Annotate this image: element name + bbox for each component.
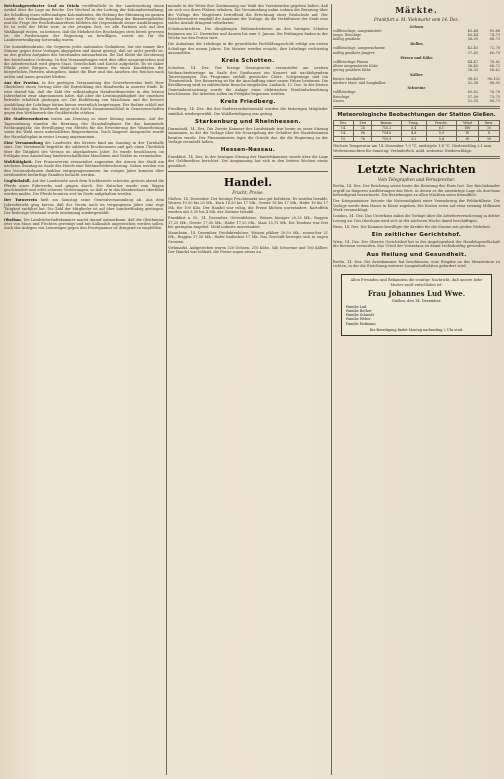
- market-price-slaughter: 73–75: [489, 94, 500, 99]
- market-item-label: gering genährte Kühe: [333, 67, 371, 72]
- market-price-live: 52–55: [467, 98, 478, 103]
- weather-cell: 4,8: [401, 131, 426, 136]
- paragraph-title: Der Turnverein: [4, 198, 37, 203]
- article-paragraph: Schulnachrichten. Die diesjährigen Weihnachtsferien an den hiesigen Schulen beginnen am 22. Dezember und dauern bis zum 5. Januar. Die Prüfungen finden in der Woche vor den Ferien statt.: [168, 27, 328, 41]
- article-paragraph: [4, 218, 164, 231]
- paragraph-body: Die Sozialdemokratie, die Gegnerin jedes nationalen Gedankens, hat wie immer ihre Stimme gegen diese Vorlagen abgegeben und damit gezeigt, daß sie nicht gewillt ist, an den großen Aufgaben des Vaterlandes mitzuarbeiten. Ihr Ziel bleibt die Zerstörung der bestehenden Ordnung. In den Versammlungen wird dies offen ausgesprochen und die Arbeiterschaft wird gegen Staat, Gesellschaft und Kirche aufgehetzt. Es ist daher Pflicht jedes Bürgers, am Wahltage seine Stimme für einen Kandidaten der bürgerlichen Parteien abzugeben, damit die Ehre und das Ansehen des Reiches nach außen und innen gewahrt bleiben.: [4, 44, 164, 79]
- market-price-live: 36–39: [467, 37, 478, 42]
- weather-cell: 10: [479, 125, 500, 130]
- market-group-label: Schweine: [407, 86, 426, 91]
- market-item-label: ältere ausgemästete Kühe: [333, 63, 378, 68]
- weather-cell: 3,2: [401, 136, 426, 141]
- market-group-label: Ochsen: [409, 25, 424, 29]
- market-group-label: Färsen und Kühe: [400, 55, 433, 60]
- weather-forecast: Wetteraussichten für Samstag: Veränderlich, mild, zeitweise Niederschläge.: [333, 149, 473, 154]
- article-text: Schotten, 14. Dez. Der hiesige Gesangverein veranstaltet am zweiten Weihnachtsfeiertage im Saale des Gasthauses ein Konzert mit nachfolgendem Tanzvergnügen. Das Programm enthält gemischte Chöre, Sologesänge und ein Theaterstück. Der Reinertrag ist für die Anschaffung einer neuen Fahne bestimmt. Die Bevölkerung wird zu zahlreichem Besuche eingeladen. Laubach, 13. Dez. In der letzten Gemeinderatssitzung wurde die Anlage einer elektrischen Straßenbeleuchtung beschlossen. Die Arbeiten sollen im Frühjahr begonnen werden.: [168, 66, 328, 97]
- section-heading: Hessen-Nassau.: [220, 147, 276, 154]
- weather-cell: 14.: [334, 125, 354, 130]
- weather-cell: 754,8: [372, 131, 401, 136]
- market-price-live: 45–48: [467, 29, 478, 34]
- paragraph-title: Aus der Provinz.: [4, 81, 40, 86]
- column-right: [333, 4, 500, 775]
- market-group-label: Kälber: [410, 73, 423, 78]
- ad-footer: Die Beerdigung findet Montag nachmittag 2 Uhr statt.: [369, 327, 464, 332]
- market-price-slaughter: 66–70: [489, 50, 500, 55]
- weather-cell: SW: [456, 125, 478, 130]
- paragraph-body: veröffentlicht in der Landeszeitung einen Artikel über die Lage im Reiche. Der Wechsel in der Leitung der Kolonialverwaltung, die Schaffung eines selbständigen Kolonialamtes, die Hebung der Stimmung im ganzen Lande, die Verhandlungen über Heer und Flotte, die Regelung der Beamtengehälter und die Frage der Reichsfinanzreform bildeten die Gegenstände seiner Ausführungen. Es ist wohl der Mühe wert, in der jetzigen Zeit, wo alle Parteien sich auf den Wahlkampf rüsten, zu betonen, daß die Mehrheit des Reichstages stets bereit gewesen ist, die Forderungen der Regierung zu bewilligen, soweit sie für die Landesverteidigung notwendig waren.: [4, 4, 164, 43]
- column-rule: [166, 4, 167, 775]
- market-price-live: 57–59: [467, 94, 478, 99]
- market-price-live: 60–62: [467, 90, 478, 95]
- market-item-label: mäßig genährte jüngere: [333, 50, 375, 55]
- weather-cell: 6,4: [401, 125, 426, 130]
- market-item-label: junge, fleischige: [333, 33, 362, 38]
- article-paragraph: [4, 160, 164, 177]
- ad-family-list: [346, 305, 487, 326]
- article-text: Wien, 14. Dez. Der Oberste Gerichtshof hat in der Angelegenheit der Handelsgesellschaft die Revision verworfen. Das Urteil der Vorinstanz ist damit rechtskräftig geworden.: [333, 240, 500, 249]
- market-subheading: Frankfurt a. M. Viehmarkt vom 14. Dez.: [373, 17, 460, 22]
- weather-cell: 9h: [353, 131, 372, 136]
- market-price-slaughter: 78–82: [489, 59, 500, 64]
- column-left: [4, 4, 164, 775]
- weather-header-cell: Dez.: [334, 120, 354, 125]
- market-item-label: feinste Mastkälber: [333, 77, 366, 82]
- paragraph-title: Die Stadtverordneten: [4, 117, 49, 122]
- market-price-live: 42–45: [467, 46, 478, 51]
- death-notice-ad: [341, 274, 492, 335]
- weather-cell: 10: [479, 136, 500, 141]
- weather-cell: 14.: [334, 131, 354, 136]
- news-subheading: Vom Telegraphen und Fernsprecher.: [377, 177, 456, 183]
- ad-family-entry: Familie Schmidt: [346, 313, 374, 318]
- paragraph-body: In der gestrigen Versammlung des Gewerbevereins hielt Herr Oberlehrer einen Vortrag über die Entwicklung des Handwerks in unserer Stadt. Er wies darauf hin, daß die Zahl der selbständigen Handwerksmeister in den letzten Jahrzehnten zwar abgenommen habe, daß aber die Leistungsfähigkeit der einzelnen Betriebe erheblich gestiegen sei. Die Einführung von Maschinen und die bessere Ausbildung der Lehrlinge hätten hierzu wesentlich beigetragen. Der Redner schloß mit der Mahnung, das Handwerk möge sich durch Zusammenschluß in Genossenschaften gegen den Wettbewerb der Großbetriebe stärken.: [4, 81, 164, 116]
- market-item-label: vollfleischige Färsen: [333, 59, 369, 64]
- market-price-slaughter: 66–70: [489, 98, 500, 103]
- paragraph-body: Auf der Landstraße nach dem Nachbarorte scheuten gestern abend die Pferde eines Fuhrwerks und gingen durch. Der Kutscher wurde vom Wagen geschleudert und erlitt schwere Verletzungen, so daß er in das Krankenhaus überführt werden mußte. Die Pferde konnten erst im Dorfe aufgehalten werden.: [4, 179, 164, 197]
- market-price-slaughter: 76–78: [489, 90, 500, 95]
- divider: [333, 156, 500, 159]
- article-paragraph: [4, 117, 164, 138]
- paragraph-title: Obstbau.: [4, 217, 23, 222]
- paragraph-body: Die Landwirtschaftskammer macht darauf aufmerksam, daß die Obstbäume jetzt von Moos und Flechten gereinigt und mit Kalkmilch angestrichen werden sollen. Auch das Anlegen von Leimringen gegen den Frostspanner ist dringend zu empfehlen.: [4, 217, 164, 231]
- ad-intro: Allen Freunden und Bekannten die traurige Nachricht, daß unsere liebe Mutter sanft entschlafen ist.: [350, 278, 483, 287]
- market-price-slaughter: 72–76: [489, 46, 500, 51]
- weather-cell: 6,1: [426, 125, 456, 130]
- weather-header-cell: Zeit: [353, 120, 372, 125]
- weather-cell: 5,4: [426, 136, 456, 141]
- article-paragraph: [4, 141, 164, 158]
- weather-cell: 8: [479, 131, 500, 136]
- market-price-live: 52–56: [467, 81, 478, 86]
- paragraph-body: hielt am Samstag seine Generalversammlung ab. Aus dem Jahresbericht ging hervor, daß der Verein auch im vergangenen Jahre eine rege Tätigkeit entfaltet hat. Die Zahl der Mitglieder ist auf über hundertfünfzig gestiegen. Der bisherige Vorstand wurde einstimmig wiedergewählt.: [4, 198, 164, 216]
- market-price-live: 28–33: [467, 67, 478, 72]
- weather-cell: 755,2: [372, 125, 401, 130]
- weather-header-cell: Wind: [456, 120, 478, 125]
- ad-name: Frau Johannes Lud Wwe.: [367, 288, 466, 298]
- weather-header-cell: Barom.: [372, 120, 401, 125]
- article-text: Frankfurt, 14. Dez. In der heutigen Sitzung der Handelskammer wurde über die Lage des Geldmarktes berichtet. Die Anspannung hat sich in den letzten Wochen etwas gemildert.: [168, 155, 328, 168]
- column-middle: [168, 4, 328, 775]
- column-rule: [331, 4, 332, 775]
- news-paragraph: Berlin, 14. Dez. Der Reichstag setzte heute die Beratung des Etats fort. Der Reichskanzler ergriff zu längeren Ausführungen das Wort, in denen er die auswärtige Lage als durchaus befriedigend bezeichnete. Die Beziehungen zu allen Mächten seien freundlich.: [333, 184, 500, 198]
- paragraph-title: Unglücksfall.: [4, 179, 31, 184]
- news-paragraph: London, 14. Dez. Das Unterhaus nahm die Vorlage über die Arbeiterversicherung in dritter Lesung an. Das Oberhaus wird sich in der nächsten Woche damit beschäftigen.: [333, 214, 500, 223]
- article-text: Berlin, 14. Dez. Die Ärztekammer hat beschlossen, eine Eingabe an das Ministerium zu richten, in der die Errichtung weiterer Lungenheilstätten gefordert wird.: [333, 259, 500, 269]
- ad-family-entry: Familie Weber: [346, 317, 371, 322]
- article-paragraph: meinde in der Weise ihre Zustimmung zur Wahl des Vorsitzenden gegeben haben, daß sie sich von ihren Plätzen erhoben. Die Versammlung nahm sodann die Beratung über die Vorlage des Magistrats betreffend die Errichtung einer Realschule auf. Der Berichterstatter empfahl die Annahme der Vorlage, da die Verhältnisse der Stadt eine solche Anstalt dringend erforderten.: [168, 4, 328, 26]
- weather-cell: 2h: [353, 125, 372, 130]
- market-price-live: 58–62: [467, 77, 478, 82]
- market-price-live: 36–40: [467, 63, 478, 68]
- paragraph-title: Eine Versammlung: [4, 140, 43, 145]
- market-price-slaughter: 68–73: [489, 37, 500, 42]
- market-price-slaughter: 56–62: [489, 67, 500, 72]
- article-paragraph: [4, 45, 164, 79]
- trade-heading: Handel.: [223, 176, 273, 190]
- section-heading: Ein zeitlicher Gerichtshof.: [371, 232, 462, 239]
- divider: [333, 106, 500, 109]
- paragraph-title: Wohltätigkeit.: [4, 160, 33, 165]
- weather-header-cell: Temp.: [401, 120, 426, 125]
- market-item-label: mittlere Mast- und Saugkälber: [333, 81, 386, 86]
- market-item-label: vollfleischige: [333, 90, 356, 95]
- market-price-slaughter: 80–86: [489, 29, 500, 34]
- market-price-slaughter: 96–102: [487, 77, 500, 82]
- weather-cell: W: [456, 131, 478, 136]
- market-row: [333, 99, 500, 103]
- paragraph-body: der Landwirte des Kreises fand am Sonntag in der Turnhalle statt. Der Vorsitzende begrüßte die zahlreich Erschienenen und gab einen Überblick über die Tätigkeit des Vereins im abgelaufenen Jahre. Es wurde beschlossen, im Frühjahr eine Ausstellung landwirtschaftlicher Maschinen und Geräte zu veranstalten.: [4, 140, 164, 158]
- divider: [168, 171, 328, 172]
- market-price-slaughter: 86–92: [489, 81, 500, 86]
- trade-paragraph: Mannheim, 14. Dezember. Produktenbörse. Weizen pfälzer 20,50 Mk., russischer 21 Mk., Roggen 17,50 Mk., Hafer badischer 17 Mk. Das Geschäft bewegte sich in engen Grenzen.: [168, 231, 328, 244]
- market-item-label: mäßig genährte: [333, 37, 361, 42]
- weather-cell: 5,9: [426, 131, 456, 136]
- trade-subheading: Frucht, Preise.: [232, 190, 264, 196]
- weather-header-cell: Feucht.: [426, 120, 456, 125]
- market-group-label: Bullen: [410, 42, 423, 47]
- market-price-table: [333, 24, 500, 103]
- weather-cell: 753,9: [372, 136, 401, 141]
- trade-paragraph: Frankfurt a. M., 14. Dezember. Getreidebörse. Weizen hiesiger 20,25 Mk., Roggen 17,25 Mk., Gerste 17,50 Mk., Hafer 17,25 Mk., Mais 15,75 Mk. Die Tendenz war fest bei geringem Angebot. Mehl notierte unverändert.: [168, 216, 328, 229]
- market-price-slaughter: 74–79: [489, 33, 500, 38]
- market-item-label: vollfleischige, ausgewachsene: [333, 46, 385, 51]
- market-item-label: vollfleischige, ausgemästete: [333, 29, 382, 34]
- weather-cell: W: [456, 136, 478, 141]
- section-heading: Starkenburg und Rheinhessen.: [195, 118, 301, 125]
- article-paragraph: Die Aufnahme der Lehrlinge in die gewerbliche Fortbildungsschule erfolgt am ersten Schultage des neuen Jahres. Die Meister werden ersucht, ihre Lehrlinge rechtzeitig anzumelden.: [168, 42, 328, 55]
- ad-family-entry: Familie Becker: [346, 308, 372, 313]
- ad-place-date: Gießen, den 14. Dezember.: [391, 298, 442, 303]
- section-heading: Kreis Friedberg.: [220, 99, 276, 106]
- paragraph-title: Reichsabgeordneter Graf zu Oriola: [4, 4, 80, 8]
- weather-cell: 7h: [353, 136, 372, 141]
- market-heading: Märkte.: [395, 5, 438, 15]
- article-paragraph: [4, 81, 164, 115]
- weather-note: Höchste Temperatur am 14. Dezember 7,0 °C, niedrigste 1,8 °C. Niederschlag 2,1 mm.: [333, 143, 493, 148]
- section-heading: Kreis Schotten.: [221, 58, 275, 65]
- article-paragraph: [4, 4, 164, 43]
- section-heading: Aus Heilung und Gesundheit.: [366, 251, 467, 258]
- news-heading: Letzte Nachrichten: [357, 163, 476, 177]
- weather-cell: 15.: [334, 136, 354, 141]
- trade-paragraph: Viehmarkt. Aufgetrieben waren 320 Ochsen, 210 Kühe, 540 Schweine und 180 Kälber. Der Handel war lebhaft, die Preise zogen etwas an.: [168, 245, 328, 255]
- market-item-label: Sauen: [333, 98, 344, 103]
- weather-heading: Meteorologische Beobachtungen der Station Gießen.: [337, 111, 496, 118]
- weather-row: [334, 136, 500, 141]
- ad-family-entry: Familie Lud: [346, 304, 367, 309]
- news-paragraph: Paris, 14. Dez. Die Kammer bewilligte die Kredite für die Marine mit großer Mehrheit.: [333, 224, 492, 229]
- article-text: Friedberg, 14. Dez. Bei der Stadtverordnetenwahl wurden die bisherigen Mitglieder sämtlich wiedergewählt. Die Wahlbeteiligung war gering.: [168, 107, 328, 116]
- article-paragraph: [4, 198, 164, 215]
- trade-paragraph: Gießen, 14. Dezember. Der heutige Fruchtmarkt war gut befahren. Es wurden bezahlt: Weizen 19,50 bis 20 Mk., Korn 16,50 bis 17 Mk., Gerste 16 bis 17 Mk., Hafer 16 bis 17 Mk. für 100 Kilo. Der Handel war ruhig, die Preise blieben unverändert. Kartoffeln wurden mit 3,50 bis 4 Mk. der Zentner bezahlt.: [168, 197, 328, 214]
- market-price-live: 44–47: [467, 59, 478, 64]
- market-item-label: fleischige: [333, 94, 350, 99]
- paragraph-body: traten am Dienstag zu einer Sitzung zusammen. Auf der Tagesordnung standen die Beratung des Haushaltsplanes für das kommende Rechnungsjahr, die Bewilligung von Mitteln für die Erweiterung der Wasserleitung sowie die Wahl eines unbesoldeten Beigeordneten. Nach längerer Aussprache wurde der Haushaltsplan in erster Lesung angenommen.: [4, 117, 164, 139]
- article-text: Darmstadt, 14. Dez. Die Zweite Kammer der Landstände trat heute zu einer Sitzung zusammen, in der die Vorlage über die Neuregelung der Gehälter der Staatsbeamten beraten wurde. Der Finanzminister legte die Gründe dar, die die Regierung zu der Vorlage veranlaßt haben.: [168, 126, 328, 144]
- paragraph-body: Der Frauenverein veranstaltet zugunsten der Armen der Stadt am nächsten Sonntag im Saale des Hotels eine Weihnachtsbescherung. Gaben werden von den Vorstandsdamen dankbar entgegengenommen. Im vorigen Jahre konnten über zweihundert bedürftige Familien bedacht werden.: [4, 160, 164, 177]
- market-price-live: 40–44: [467, 33, 478, 38]
- ad-family-entry: Familie Hofmann: [346, 321, 376, 326]
- weather-header-cell: Bew.: [479, 120, 500, 125]
- article-paragraph: [4, 179, 164, 196]
- market-price-live: 37–40: [467, 50, 478, 55]
- weather-table: [333, 120, 500, 142]
- market-price-slaughter: 66–72: [489, 63, 500, 68]
- news-paragraph: Der Kriegsminister betonte die Notwendigkeit einer Vermehrung der Feldartillerie. Die Vorlage werde dem Hause in Kürze zugehen. Die Kosten seien auf etwa zwanzig Millionen Mark veranschlagt.: [333, 199, 500, 212]
